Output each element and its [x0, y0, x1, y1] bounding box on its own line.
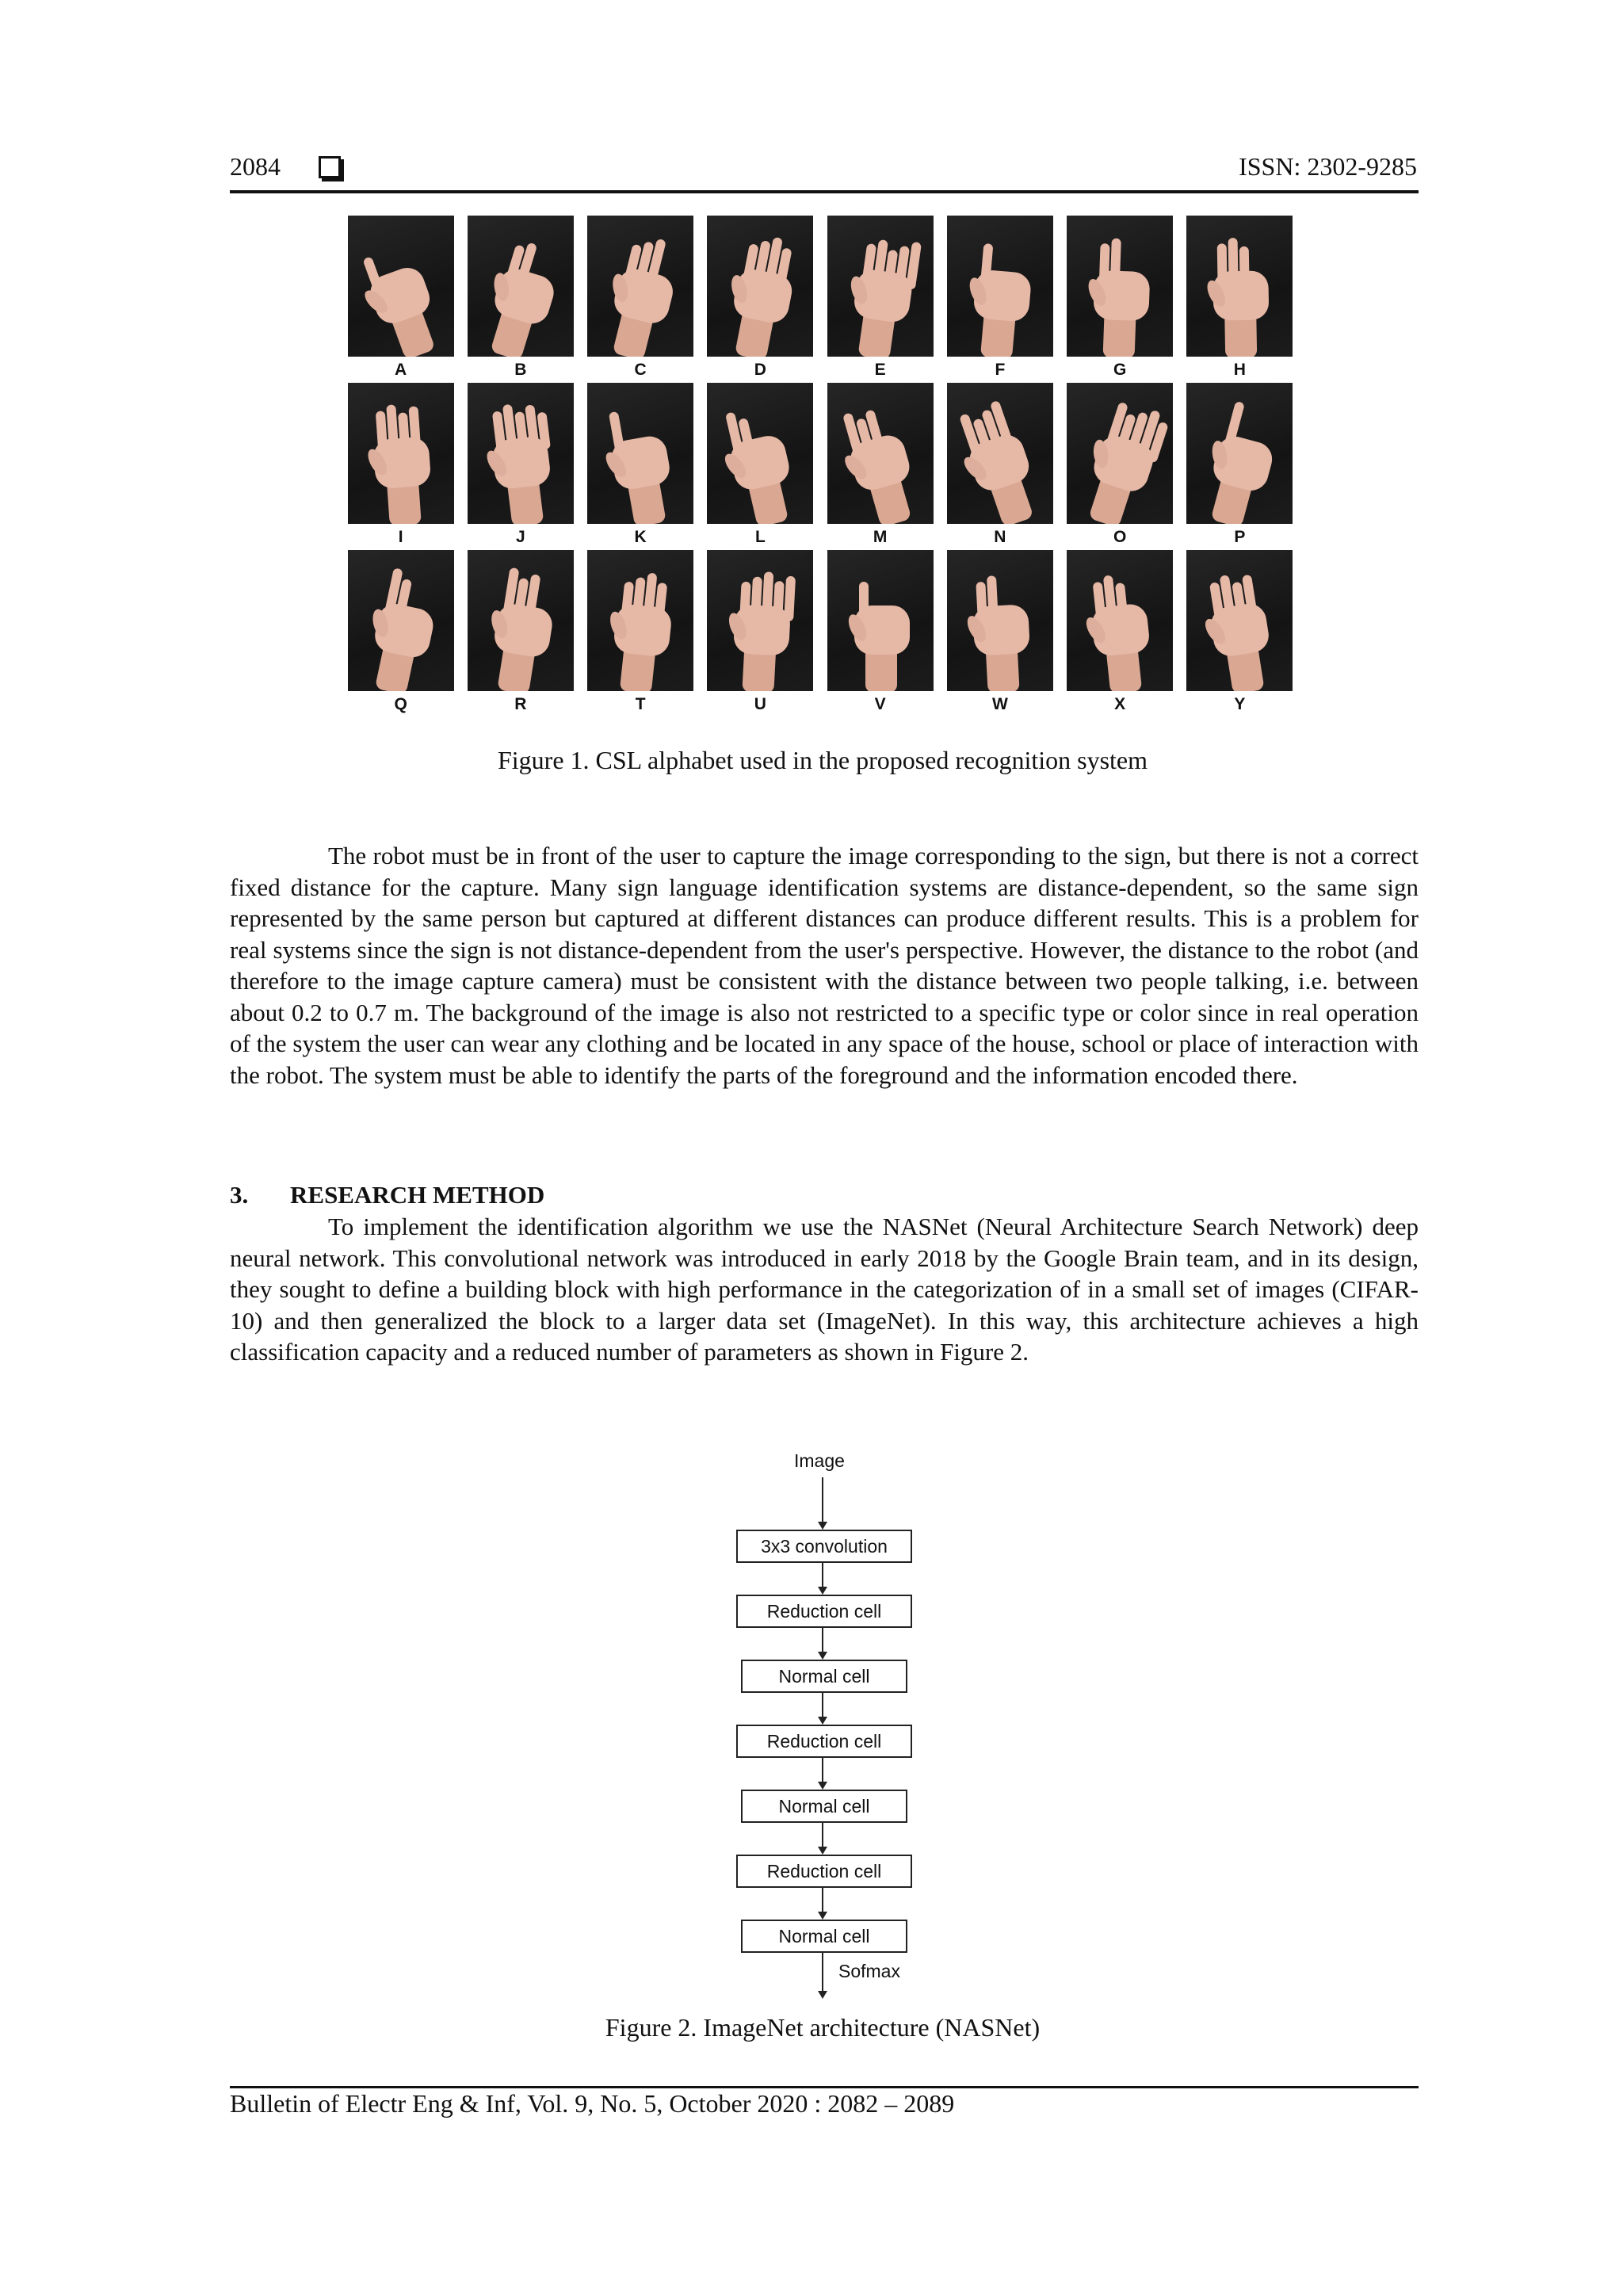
sign-cell — [1060, 550, 1180, 717]
sign-cell — [460, 550, 580, 717]
sign-letter-label: L — [754, 528, 766, 546]
sign-cell — [581, 383, 701, 550]
footer-citation: Bulletin of Electr Eng & Inf, Vol. 9, No. 5, October 2020 : 2082 – 2089 — [230, 2089, 955, 2118]
sign-cell — [341, 383, 460, 550]
hand-sign-photo — [348, 550, 454, 691]
figure-1-row — [341, 383, 1300, 550]
flowchart-block: Reduction cell — [736, 1855, 912, 1888]
header-rule — [230, 190, 1419, 193]
flowchart-block: Normal cell — [741, 1660, 907, 1693]
footer-rule — [230, 2086, 1419, 2088]
hand-sign-photo — [707, 216, 813, 357]
sign-cell — [460, 383, 580, 550]
sign-letter-label: J — [516, 528, 525, 546]
sign-letter-label: G — [1113, 361, 1127, 379]
hand-sign-photo — [947, 383, 1053, 524]
sign-letter-label: W — [991, 695, 1008, 713]
flowchart-block: Reduction cell — [736, 1725, 912, 1758]
sign-letter-label: Q — [394, 695, 407, 713]
sign-cell — [701, 383, 820, 550]
sign-letter-label: O — [1113, 528, 1127, 546]
hand-sign-photo — [947, 216, 1053, 357]
sign-letter-label: A — [395, 361, 407, 379]
hand-sign-photo — [707, 383, 813, 524]
flowchart-block: Normal cell — [741, 1920, 907, 1953]
sign-cell — [581, 216, 701, 383]
body-paragraph-1 — [230, 840, 1419, 1091]
figure-1-row — [341, 216, 1300, 383]
sign-cell — [1060, 383, 1180, 550]
hand-sign-photo — [827, 550, 934, 691]
sign-cell — [341, 216, 460, 383]
paragraph-text: To implement the identification algorithm we use the NASNet (Neural Architecture Search Network) deep neural network. This convolutional network was introduced in early 2018 by the Google Brain team, and in its design, they sought to define a building block with high performance in the categorization of in a small set of images (CIFAR-10) and then generalized the block to a larger data set (ImageNet). In this way, this architecture achieves a high classification capacity and a reduced number of parameters as shown in Figure 2. — [230, 1213, 1419, 1366]
sign-cell — [820, 550, 940, 717]
sign-letter-label: H — [1233, 361, 1246, 379]
hand-sign-photo — [468, 383, 574, 524]
figure-1-caption: Figure 1. CSL alphabet used in the proposed recognition system — [497, 746, 1148, 774]
header-box-icon — [319, 156, 341, 178]
hand-sign-photo — [827, 383, 934, 524]
section-title: RESEARCH METHOD — [290, 1181, 545, 1209]
hand-sign-photo — [1186, 216, 1293, 357]
flowchart-output-label: Sofmax — [838, 1961, 900, 1981]
hand-sign-photo — [468, 216, 574, 357]
flowchart-block: 3x3 convolution — [736, 1530, 912, 1563]
hand-sign-photo — [587, 550, 693, 691]
hand-sign-photo — [587, 216, 693, 357]
hand-sign-photo — [587, 383, 693, 524]
issn-label: ISSN: 2302-9285 — [1239, 152, 1417, 181]
figure-2-caption: Figure 2. ImageNet architecture (NASNet) — [605, 2013, 1041, 2042]
flowchart-input-label: Image — [794, 1450, 845, 1471]
sign-letter-label: K — [634, 528, 647, 546]
hand-sign-photo — [1186, 550, 1293, 691]
sign-cell — [1180, 216, 1300, 383]
sign-letter-label: E — [874, 361, 886, 379]
sign-letter-label: U — [754, 695, 766, 713]
page-number: 2084 — [230, 152, 281, 181]
sign-letter-label: F — [995, 361, 1006, 379]
sign-cell — [1060, 216, 1180, 383]
sign-cell — [940, 550, 1060, 717]
sign-letter-label: B — [514, 361, 527, 379]
hand-sign-photo — [1186, 383, 1293, 524]
page-header-left — [230, 152, 341, 181]
sign-cell — [820, 383, 940, 550]
figure-1-row — [341, 550, 1300, 717]
sign-letter-label: I — [398, 528, 403, 546]
hand-sign-photo — [1067, 216, 1173, 357]
sign-letter-label: N — [994, 528, 1006, 546]
sign-cell — [581, 550, 701, 717]
body-paragraph-2 — [230, 1211, 1419, 1368]
sign-cell — [1180, 383, 1300, 550]
sign-letter-label: C — [634, 361, 647, 379]
sign-cell — [341, 550, 460, 717]
hand-sign-photo — [707, 550, 813, 691]
sign-cell — [940, 216, 1060, 383]
section-heading — [230, 1181, 544, 1209]
section-number: 3. — [230, 1181, 249, 1209]
sign-cell — [460, 216, 580, 383]
sign-cell — [820, 216, 940, 383]
hand-sign-photo — [947, 550, 1053, 691]
flowchart-block: Normal cell — [741, 1790, 907, 1823]
hand-sign-photo — [827, 216, 934, 357]
sign-cell — [1180, 550, 1300, 717]
figure-1-grid — [341, 216, 1300, 717]
sign-letter-label: Y — [1234, 695, 1246, 713]
sign-cell — [701, 550, 820, 717]
sign-letter-label: M — [873, 528, 888, 546]
sign-cell — [701, 216, 820, 383]
figure-2-flowchart — [729, 1450, 919, 2005]
paragraph-text: The robot must be in front of the user to capture the image corresponding to the sign, but there is not a correct fixed distance for the capture. Many sign language identification systems are distance-dependent, so the same sign represented by the same person but captured at different distances can produce different results. This is a problem for real systems since the sign is not distance-dependent from the user's perspective. However, the distance to the robot (and therefore to the image capture camera) must be consistent with the distance between two people talking, i.e. between about 0.2 to 0.7 m. The background of the image is also not restricted to a specific type or color since in real operation of the system the user can wear any clothing and be located in any space of the house, school or place of interaction with the robot. The system must be able to identify the parts of the foreground and the information encoded there. — [230, 842, 1419, 1089]
hand-sign-photo — [348, 383, 454, 524]
sign-letter-label: D — [754, 361, 766, 379]
sign-letter-label: V — [874, 695, 886, 713]
sign-cell — [940, 383, 1060, 550]
flowchart-block: Reduction cell — [736, 1595, 912, 1628]
sign-letter-label: X — [1114, 695, 1126, 713]
hand-sign-photo — [348, 216, 454, 357]
hand-sign-photo — [468, 550, 574, 691]
sign-letter-label: R — [514, 695, 527, 713]
hand-sign-photo — [1067, 550, 1173, 691]
hand-sign-photo — [1067, 383, 1173, 524]
sign-letter-label: P — [1234, 528, 1246, 546]
sign-letter-label: T — [635, 695, 646, 713]
